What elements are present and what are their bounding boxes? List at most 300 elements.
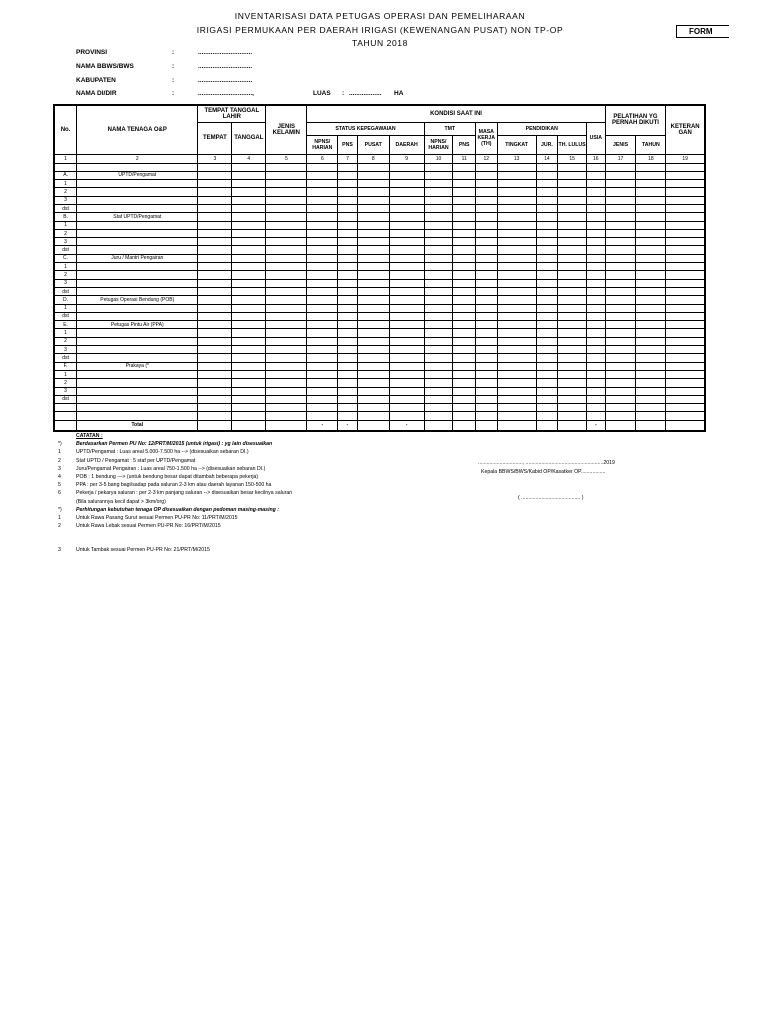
table-cell[interactable] bbox=[586, 263, 605, 271]
table-cell[interactable] bbox=[636, 196, 666, 204]
table-cell[interactable] bbox=[497, 246, 536, 254]
table-cell[interactable] bbox=[389, 412, 424, 420]
table-cell[interactable] bbox=[389, 329, 424, 337]
table-cell[interactable] bbox=[453, 379, 476, 387]
table-cell[interactable] bbox=[453, 196, 476, 204]
table-cell[interactable] bbox=[536, 188, 558, 196]
table-cell[interactable] bbox=[307, 387, 338, 395]
table-cell[interactable] bbox=[475, 412, 497, 420]
table-cell[interactable] bbox=[475, 204, 497, 212]
table-cell[interactable] bbox=[475, 188, 497, 196]
table-cell[interactable] bbox=[475, 354, 497, 362]
table-cell[interactable] bbox=[666, 180, 705, 188]
row-name[interactable] bbox=[77, 304, 198, 312]
table-cell[interactable] bbox=[266, 362, 307, 370]
table-cell[interactable] bbox=[453, 395, 476, 403]
table-cell[interactable] bbox=[536, 287, 558, 295]
table-cell[interactable] bbox=[666, 254, 705, 262]
table-cell[interactable] bbox=[605, 221, 636, 229]
table-cell[interactable] bbox=[424, 354, 453, 362]
table-cell[interactable] bbox=[424, 296, 453, 304]
table-cell[interactable] bbox=[389, 395, 424, 403]
table-cell[interactable] bbox=[338, 188, 358, 196]
table-cell[interactable] bbox=[558, 238, 587, 246]
table-cell[interactable] bbox=[424, 337, 453, 345]
table-cell[interactable] bbox=[453, 221, 476, 229]
table-cell[interactable] bbox=[666, 296, 705, 304]
table-cell[interactable] bbox=[536, 337, 558, 345]
table-cell[interactable] bbox=[198, 296, 232, 304]
table-cell[interactable] bbox=[389, 238, 424, 246]
table-cell[interactable] bbox=[497, 395, 536, 403]
table-cell[interactable] bbox=[453, 229, 476, 237]
table-cell[interactable] bbox=[266, 238, 307, 246]
table-cell[interactable] bbox=[357, 362, 389, 370]
table-cell[interactable] bbox=[232, 279, 266, 287]
table-cell[interactable] bbox=[389, 196, 424, 204]
table-cell[interactable] bbox=[586, 171, 605, 179]
table-cell[interactable] bbox=[198, 180, 232, 188]
table-cell[interactable] bbox=[338, 163, 358, 171]
table-cell[interactable] bbox=[232, 229, 266, 237]
table-cell[interactable] bbox=[198, 337, 232, 345]
table-cell[interactable] bbox=[558, 395, 587, 403]
table-cell[interactable] bbox=[357, 246, 389, 254]
table-cell[interactable] bbox=[424, 263, 453, 271]
table-cell[interactable] bbox=[558, 254, 587, 262]
table-cell[interactable] bbox=[475, 346, 497, 354]
table-cell[interactable] bbox=[357, 263, 389, 271]
table-cell[interactable] bbox=[357, 370, 389, 378]
table-cell[interactable] bbox=[536, 346, 558, 354]
table-cell[interactable] bbox=[558, 321, 587, 329]
table-cell[interactable] bbox=[497, 163, 536, 171]
table-cell[interactable] bbox=[424, 254, 453, 262]
table-cell[interactable] bbox=[558, 246, 587, 254]
table-cell[interactable] bbox=[453, 263, 476, 271]
table-cell[interactable] bbox=[497, 362, 536, 370]
table-cell[interactable] bbox=[424, 171, 453, 179]
table-cell[interactable] bbox=[666, 213, 705, 221]
table-cell[interactable] bbox=[558, 404, 587, 412]
table-cell[interactable] bbox=[266, 329, 307, 337]
table-cell[interactable] bbox=[357, 287, 389, 295]
table-cell[interactable] bbox=[232, 221, 266, 229]
table-cell[interactable] bbox=[338, 204, 358, 212]
table-cell[interactable] bbox=[636, 163, 666, 171]
table-cell[interactable] bbox=[586, 287, 605, 295]
table-cell[interactable] bbox=[307, 254, 338, 262]
table-cell[interactable] bbox=[497, 188, 536, 196]
table-cell[interactable] bbox=[266, 180, 307, 188]
table-cell[interactable] bbox=[586, 370, 605, 378]
table-cell[interactable] bbox=[307, 395, 338, 403]
table-cell[interactable] bbox=[453, 188, 476, 196]
table-cell[interactable] bbox=[424, 304, 453, 312]
table-cell[interactable] bbox=[453, 346, 476, 354]
table-cell[interactable] bbox=[357, 204, 389, 212]
table-cell[interactable] bbox=[636, 412, 666, 420]
row-name[interactable] bbox=[77, 287, 198, 295]
table-cell[interactable] bbox=[497, 321, 536, 329]
table-cell[interactable] bbox=[389, 337, 424, 345]
table-cell[interactable] bbox=[475, 213, 497, 221]
table-cell[interactable] bbox=[636, 180, 666, 188]
table-cell[interactable] bbox=[636, 213, 666, 221]
table-cell[interactable] bbox=[232, 287, 266, 295]
table-cell[interactable] bbox=[453, 180, 476, 188]
table-cell[interactable] bbox=[605, 395, 636, 403]
table-cell[interactable] bbox=[586, 304, 605, 312]
table-cell[interactable] bbox=[605, 188, 636, 196]
table-cell[interactable] bbox=[605, 404, 636, 412]
table-cell[interactable] bbox=[497, 263, 536, 271]
table-cell[interactable] bbox=[497, 379, 536, 387]
table-cell[interactable] bbox=[266, 279, 307, 287]
table-cell[interactable] bbox=[266, 395, 307, 403]
table-cell[interactable] bbox=[198, 329, 232, 337]
table-cell[interactable] bbox=[536, 404, 558, 412]
table-cell[interactable] bbox=[636, 337, 666, 345]
table-cell[interactable] bbox=[307, 404, 338, 412]
table-cell[interactable] bbox=[666, 354, 705, 362]
table-cell[interactable] bbox=[536, 329, 558, 337]
table-cell[interactable] bbox=[536, 354, 558, 362]
table-cell[interactable] bbox=[198, 188, 232, 196]
table-cell[interactable] bbox=[389, 254, 424, 262]
table-cell[interactable] bbox=[453, 271, 476, 279]
table-cell[interactable] bbox=[424, 204, 453, 212]
table-cell[interactable] bbox=[666, 171, 705, 179]
table-cell[interactable] bbox=[338, 221, 358, 229]
table-cell[interactable] bbox=[266, 412, 307, 420]
table-cell[interactable] bbox=[232, 296, 266, 304]
table-cell[interactable] bbox=[586, 163, 605, 171]
table-cell[interactable] bbox=[453, 238, 476, 246]
table-cell[interactable] bbox=[453, 246, 476, 254]
table-cell[interactable] bbox=[666, 412, 705, 420]
row-name[interactable]: Juru / Mantri Pengairan bbox=[77, 254, 198, 262]
table-cell[interactable] bbox=[475, 180, 497, 188]
table-cell[interactable] bbox=[605, 279, 636, 287]
table-cell[interactable] bbox=[266, 287, 307, 295]
table-cell[interactable] bbox=[232, 379, 266, 387]
table-cell[interactable] bbox=[666, 329, 705, 337]
table-cell[interactable] bbox=[389, 229, 424, 237]
table-cell[interactable] bbox=[338, 180, 358, 188]
table-cell[interactable] bbox=[357, 379, 389, 387]
table-cell[interactable] bbox=[497, 229, 536, 237]
table-cell[interactable] bbox=[636, 271, 666, 279]
table-cell[interactable] bbox=[338, 412, 358, 420]
table-cell[interactable] bbox=[266, 346, 307, 354]
table-cell[interactable] bbox=[424, 196, 453, 204]
table-cell[interactable] bbox=[497, 354, 536, 362]
table-cell[interactable] bbox=[389, 387, 424, 395]
table-cell[interactable] bbox=[198, 304, 232, 312]
table-cell[interactable] bbox=[198, 229, 232, 237]
table-cell[interactable] bbox=[453, 312, 476, 320]
table-cell[interactable] bbox=[497, 238, 536, 246]
table-cell[interactable] bbox=[475, 387, 497, 395]
table-cell[interactable] bbox=[232, 337, 266, 345]
table-cell[interactable] bbox=[232, 304, 266, 312]
table-cell[interactable] bbox=[475, 246, 497, 254]
table-cell[interactable] bbox=[307, 379, 338, 387]
table-cell[interactable] bbox=[338, 196, 358, 204]
table-cell[interactable] bbox=[497, 346, 536, 354]
row-name[interactable] bbox=[77, 263, 198, 271]
table-cell[interactable] bbox=[453, 204, 476, 212]
row-name[interactable] bbox=[77, 246, 198, 254]
table-cell[interactable] bbox=[453, 387, 476, 395]
table-cell[interactable] bbox=[558, 337, 587, 345]
table-cell[interactable] bbox=[475, 254, 497, 262]
table-cell[interactable] bbox=[636, 362, 666, 370]
table-cell[interactable] bbox=[605, 213, 636, 221]
table-cell[interactable] bbox=[266, 354, 307, 362]
table-cell[interactable] bbox=[424, 395, 453, 403]
table-cell[interactable] bbox=[357, 337, 389, 345]
table-cell[interactable] bbox=[636, 287, 666, 295]
table-cell[interactable] bbox=[666, 287, 705, 295]
table-cell[interactable] bbox=[389, 346, 424, 354]
table-cell[interactable] bbox=[586, 412, 605, 420]
table-cell[interactable] bbox=[424, 163, 453, 171]
table-cell[interactable] bbox=[605, 387, 636, 395]
table-cell[interactable] bbox=[558, 312, 587, 320]
table-cell[interactable] bbox=[558, 213, 587, 221]
table-cell[interactable] bbox=[357, 395, 389, 403]
table-cell[interactable] bbox=[558, 304, 587, 312]
table-cell[interactable] bbox=[389, 362, 424, 370]
table-cell[interactable] bbox=[232, 204, 266, 212]
table-cell[interactable] bbox=[586, 246, 605, 254]
field-nama-di-value[interactable]: .............................., bbox=[198, 90, 254, 97]
table-cell[interactable] bbox=[453, 296, 476, 304]
table-cell[interactable] bbox=[389, 204, 424, 212]
table-cell[interactable] bbox=[497, 387, 536, 395]
row-name[interactable] bbox=[77, 404, 198, 412]
table-cell[interactable] bbox=[424, 321, 453, 329]
table-cell[interactable] bbox=[232, 238, 266, 246]
table-cell[interactable] bbox=[497, 204, 536, 212]
table-cell[interactable] bbox=[497, 329, 536, 337]
table-cell[interactable] bbox=[586, 296, 605, 304]
table-cell[interactable] bbox=[357, 312, 389, 320]
row-name[interactable]: Staf UPTD/Pengamat bbox=[77, 213, 198, 221]
table-cell[interactable] bbox=[605, 246, 636, 254]
table-cell[interactable] bbox=[357, 354, 389, 362]
table-cell[interactable] bbox=[536, 196, 558, 204]
table-cell[interactable] bbox=[338, 296, 358, 304]
table-cell[interactable] bbox=[357, 329, 389, 337]
table-cell[interactable] bbox=[586, 180, 605, 188]
table-cell[interactable] bbox=[389, 213, 424, 221]
table-cell[interactable] bbox=[357, 412, 389, 420]
table-cell[interactable] bbox=[307, 296, 338, 304]
table-cell[interactable] bbox=[536, 321, 558, 329]
row-name[interactable] bbox=[77, 346, 198, 354]
table-cell[interactable] bbox=[307, 287, 338, 295]
table-cell[interactable] bbox=[636, 246, 666, 254]
table-cell[interactable] bbox=[338, 246, 358, 254]
row-name[interactable]: Petugas Operasi Bendung (POB) bbox=[77, 296, 198, 304]
table-cell[interactable] bbox=[338, 395, 358, 403]
table-cell[interactable] bbox=[307, 221, 338, 229]
table-cell[interactable] bbox=[453, 362, 476, 370]
table-cell[interactable] bbox=[558, 188, 587, 196]
table-cell[interactable] bbox=[307, 304, 338, 312]
table-cell[interactable] bbox=[536, 213, 558, 221]
table-cell[interactable] bbox=[198, 163, 232, 171]
table-cell[interactable] bbox=[307, 213, 338, 221]
table-cell[interactable] bbox=[357, 404, 389, 412]
table-cell[interactable] bbox=[666, 163, 705, 171]
table-cell[interactable] bbox=[424, 312, 453, 320]
table-cell[interactable] bbox=[636, 188, 666, 196]
table-cell[interactable] bbox=[497, 304, 536, 312]
table-cell[interactable] bbox=[307, 171, 338, 179]
table-cell[interactable] bbox=[198, 370, 232, 378]
table-cell[interactable] bbox=[497, 213, 536, 221]
table-cell[interactable] bbox=[357, 221, 389, 229]
table-cell[interactable] bbox=[666, 362, 705, 370]
table-cell[interactable] bbox=[475, 196, 497, 204]
table-cell[interactable] bbox=[558, 271, 587, 279]
table-cell[interactable] bbox=[586, 238, 605, 246]
table-cell[interactable] bbox=[232, 163, 266, 171]
table-cell[interactable] bbox=[605, 370, 636, 378]
table-cell[interactable] bbox=[453, 354, 476, 362]
table-cell[interactable] bbox=[232, 354, 266, 362]
table-cell[interactable] bbox=[307, 312, 338, 320]
table-cell[interactable] bbox=[558, 263, 587, 271]
row-name[interactable] bbox=[77, 370, 198, 378]
table-cell[interactable] bbox=[453, 171, 476, 179]
table-cell[interactable] bbox=[475, 287, 497, 295]
table-cell[interactable] bbox=[357, 171, 389, 179]
table-cell[interactable] bbox=[666, 238, 705, 246]
table-cell[interactable] bbox=[389, 221, 424, 229]
table-cell[interactable] bbox=[232, 329, 266, 337]
table-cell[interactable] bbox=[636, 370, 666, 378]
table-cell[interactable] bbox=[453, 287, 476, 295]
table-cell[interactable] bbox=[586, 337, 605, 345]
table-cell[interactable] bbox=[605, 196, 636, 204]
table-cell[interactable] bbox=[266, 263, 307, 271]
table-cell[interactable] bbox=[198, 171, 232, 179]
table-cell[interactable] bbox=[307, 279, 338, 287]
table-cell[interactable] bbox=[338, 271, 358, 279]
table-cell[interactable] bbox=[424, 238, 453, 246]
table-cell[interactable] bbox=[586, 204, 605, 212]
table-cell[interactable] bbox=[558, 370, 587, 378]
table-cell[interactable] bbox=[475, 404, 497, 412]
table-cell[interactable] bbox=[198, 263, 232, 271]
table-cell[interactable] bbox=[666, 221, 705, 229]
table-cell[interactable] bbox=[307, 180, 338, 188]
table-cell[interactable] bbox=[389, 296, 424, 304]
table-cell[interactable] bbox=[497, 180, 536, 188]
table-cell[interactable] bbox=[338, 404, 358, 412]
table-cell[interactable] bbox=[586, 312, 605, 320]
table-cell[interactable] bbox=[586, 379, 605, 387]
table-cell[interactable] bbox=[666, 188, 705, 196]
table-cell[interactable] bbox=[198, 279, 232, 287]
table-cell[interactable] bbox=[198, 404, 232, 412]
table-cell[interactable] bbox=[666, 279, 705, 287]
table-cell[interactable] bbox=[338, 387, 358, 395]
table-cell[interactable] bbox=[266, 321, 307, 329]
table-cell[interactable] bbox=[605, 412, 636, 420]
table-cell[interactable] bbox=[338, 171, 358, 179]
table-cell[interactable] bbox=[558, 346, 587, 354]
table-cell[interactable] bbox=[453, 163, 476, 171]
table-cell[interactable] bbox=[558, 204, 587, 212]
table-cell[interactable] bbox=[605, 304, 636, 312]
table-cell[interactable] bbox=[198, 238, 232, 246]
table-cell[interactable] bbox=[424, 362, 453, 370]
table-cell[interactable] bbox=[424, 379, 453, 387]
table-cell[interactable] bbox=[389, 171, 424, 179]
table-cell[interactable] bbox=[636, 296, 666, 304]
table-cell[interactable] bbox=[636, 312, 666, 320]
table-cell[interactable] bbox=[198, 346, 232, 354]
table-cell[interactable] bbox=[198, 271, 232, 279]
table-cell[interactable] bbox=[586, 395, 605, 403]
table-cell[interactable] bbox=[536, 387, 558, 395]
table-cell[interactable] bbox=[475, 271, 497, 279]
table-cell[interactable] bbox=[558, 287, 587, 295]
table-cell[interactable] bbox=[666, 229, 705, 237]
table-cell[interactable] bbox=[266, 196, 307, 204]
field-bbws-value[interactable]: .............................. bbox=[198, 63, 253, 70]
table-cell[interactable] bbox=[266, 312, 307, 320]
table-cell[interactable] bbox=[666, 304, 705, 312]
table-cell[interactable] bbox=[307, 412, 338, 420]
table-cell[interactable] bbox=[453, 337, 476, 345]
table-cell[interactable] bbox=[536, 395, 558, 403]
table-cell[interactable] bbox=[605, 254, 636, 262]
table-cell[interactable] bbox=[307, 346, 338, 354]
table-cell[interactable] bbox=[198, 412, 232, 420]
table-cell[interactable] bbox=[536, 263, 558, 271]
row-name[interactable] bbox=[77, 229, 198, 237]
table-cell[interactable] bbox=[605, 329, 636, 337]
table-cell[interactable] bbox=[266, 337, 307, 345]
table-cell[interactable] bbox=[586, 346, 605, 354]
table-cell[interactable] bbox=[475, 229, 497, 237]
table-cell[interactable] bbox=[389, 287, 424, 295]
field-kabupaten-value[interactable]: .............................. bbox=[198, 77, 253, 84]
table-cell[interactable] bbox=[266, 387, 307, 395]
row-name[interactable]: Prakaya (* bbox=[77, 362, 198, 370]
table-cell[interactable] bbox=[198, 379, 232, 387]
table-cell[interactable] bbox=[307, 246, 338, 254]
table-cell[interactable] bbox=[232, 171, 266, 179]
table-cell[interactable] bbox=[357, 196, 389, 204]
table-cell[interactable] bbox=[558, 180, 587, 188]
table-cell[interactable] bbox=[424, 229, 453, 237]
row-name[interactable] bbox=[77, 354, 198, 362]
table-cell[interactable] bbox=[307, 354, 338, 362]
table-cell[interactable] bbox=[266, 370, 307, 378]
table-cell[interactable] bbox=[605, 346, 636, 354]
table-cell[interactable] bbox=[198, 312, 232, 320]
table-cell[interactable] bbox=[266, 404, 307, 412]
table-cell[interactable] bbox=[424, 188, 453, 196]
